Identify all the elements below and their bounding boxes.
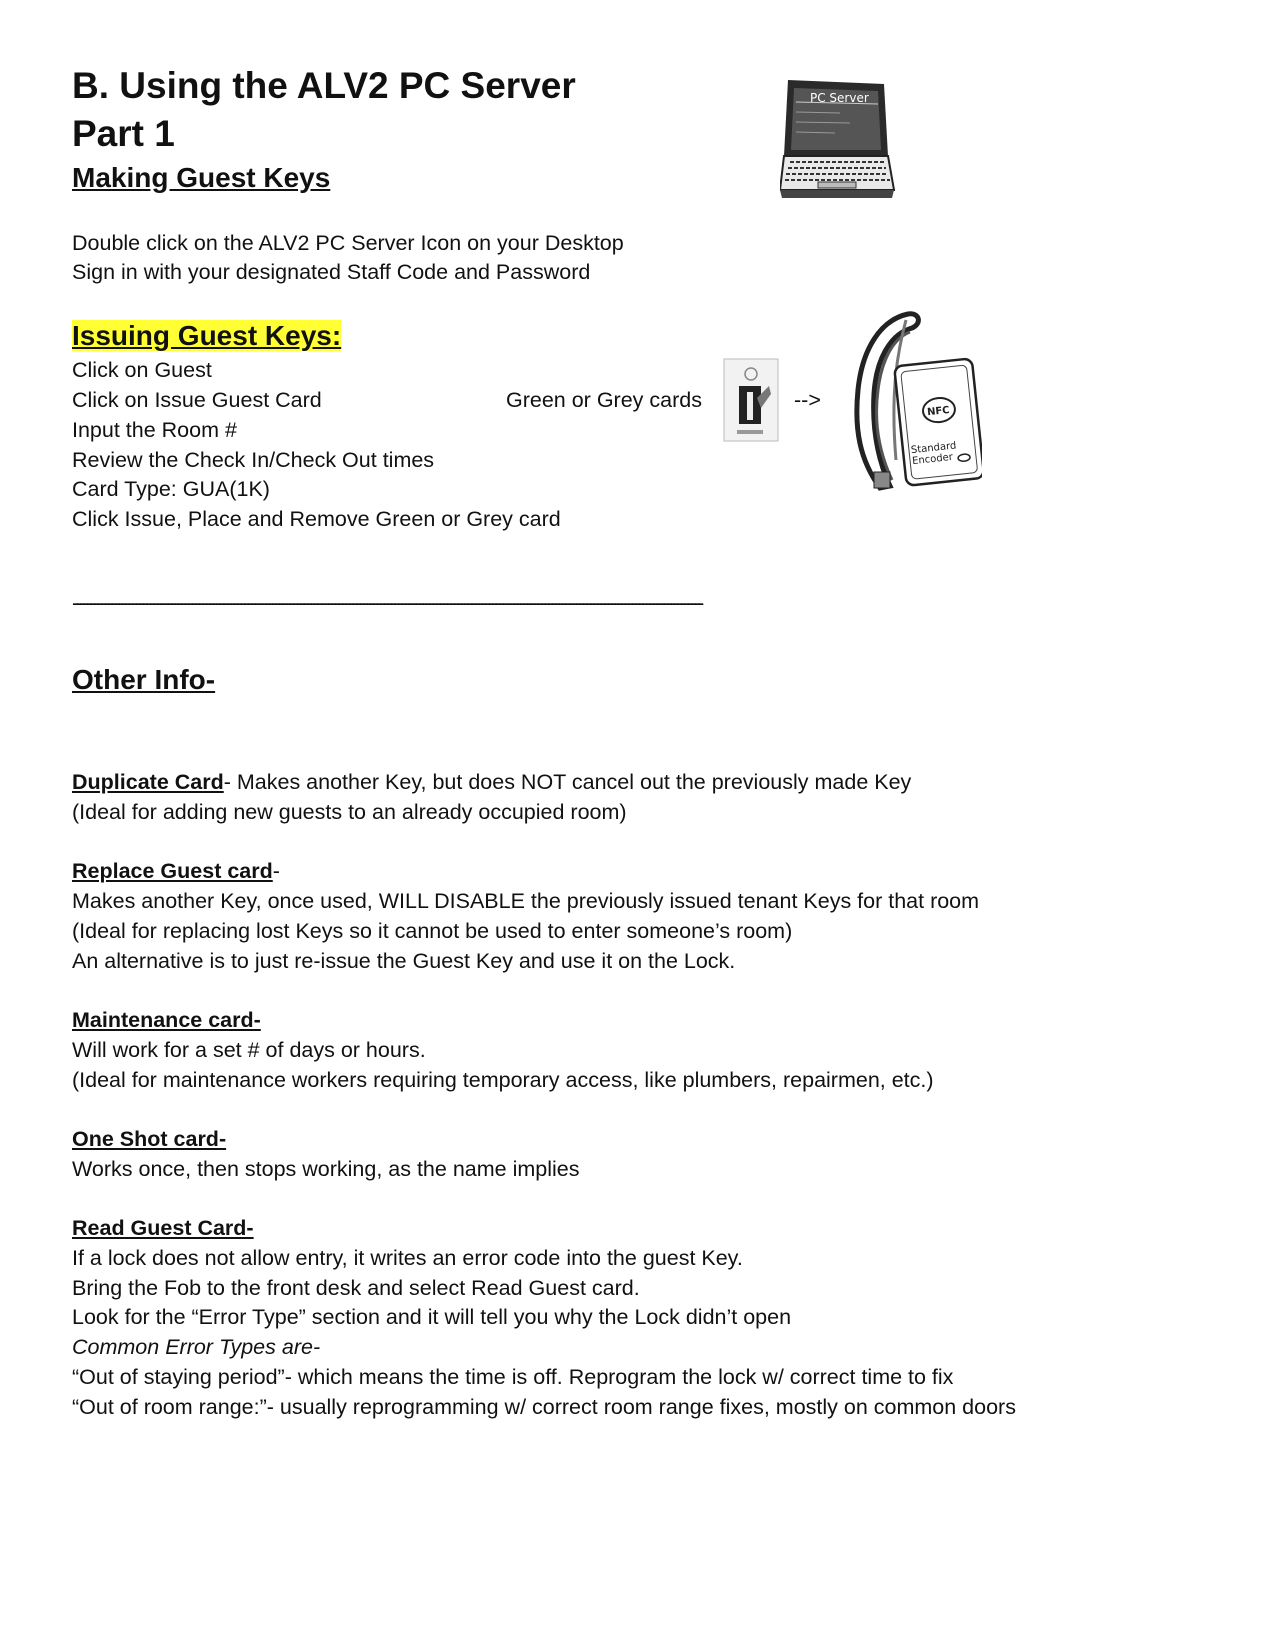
issue-step: Click Issue, Place and Remove Green or Grey card: [72, 507, 561, 531]
read-guest-card-text: Bring the Fob to the front desk and select Read Guest card.: [72, 1276, 640, 1300]
one-shot-card-text: Works once, then stops working, as the name implies: [72, 1157, 580, 1181]
page-subtitle: Part 1: [72, 113, 175, 154]
common-error-types-label: Common Error Types are-: [72, 1335, 321, 1359]
read-guest-card-text: If a lock does not allow entry, it writes an error code into the guest Key.: [72, 1246, 743, 1270]
duplicate-card-desc: - Makes another Key, but does NOT cancel out the previously made Key: [223, 770, 912, 794]
duplicate-card-line: [72, 767, 911, 798]
making-guest-keys-heading: Making Guest Keys: [72, 162, 331, 193]
replace-card-line: [72, 856, 280, 887]
cards-label: Green or Grey cards: [506, 388, 702, 412]
nfc-badge-text: NFC: [926, 404, 951, 419]
laptop-image: [780, 78, 895, 200]
maintenance-card-title: Maintenance card-: [72, 1008, 261, 1032]
issue-step: Click on Issue Guest Card: [72, 388, 322, 412]
replace-card-suffix: -: [272, 859, 280, 883]
key-card-image: [723, 358, 779, 442]
intro-line: Sign in with your designated Staff Code and Password: [72, 260, 591, 284]
read-guest-card-title: Read Guest Card-: [72, 1216, 254, 1240]
issue-step: Input the Room #: [72, 418, 237, 442]
maintenance-card-text: Will work for a set # of days or hours.: [72, 1038, 426, 1062]
issue-step: Click on Guest: [72, 358, 212, 382]
replace-card-text: (Ideal for replacing lost Keys so it cannot be used to enter someone’s room): [72, 919, 793, 943]
replace-card-text: An alternative is to just re-issue the Guest Key and use it on the Lock.: [72, 949, 736, 973]
separator-line: ------------------------------------------------------------------------------------------------------------------------------------------------------------------------------------: [72, 592, 701, 615]
duplicate-card-note: (Ideal for adding new guests to an already occupied room): [72, 800, 627, 824]
issue-step: Review the Check In/Check Out times: [72, 448, 435, 472]
issuing-guest-keys-heading: [72, 320, 341, 352]
read-guest-card-text: Look for the “Error Type” section and it will tell you why the Lock didn’t open: [72, 1305, 792, 1329]
replace-card-title: Replace Guest card: [72, 859, 273, 883]
maintenance-card-text: (Ideal for maintenance workers requiring temporary access, like plumbers, repairmen, etc.): [72, 1068, 934, 1092]
laptop-screen-label: PC Server: [810, 91, 869, 105]
encoder-label-line1: Standard: [910, 440, 957, 457]
issue-step: Card Type: GUA(1K): [72, 477, 270, 501]
intro-line: Double click on the ALV2 PC Server Icon on your Desktop: [72, 231, 624, 255]
arrow-text: -->: [794, 388, 821, 412]
error-type-item: “Out of room range:”- usually reprogramming w/ correct room range fixes, mostly on common doors: [72, 1395, 1016, 1419]
nfc-encoder-image: [850, 310, 982, 492]
encoder-label-line2: Encoder: [911, 451, 954, 468]
replace-card-text: Makes another Key, once used, WILL DISABLE the previously issued tenant Keys for that room: [72, 889, 980, 913]
other-info-heading: Other Info-: [72, 664, 216, 695]
duplicate-card-title: Duplicate Card: [72, 770, 224, 794]
issuing-guest-keys-highlight: Issuing Guest Keys:: [72, 320, 342, 351]
one-shot-card-title: One Shot card-: [72, 1127, 227, 1151]
error-type-item: “Out of staying period”- which means the time is off. Reprogram the lock w/ correct time to fix: [72, 1365, 954, 1389]
page-title: B. Using the ALV2 PC Server: [72, 65, 576, 106]
